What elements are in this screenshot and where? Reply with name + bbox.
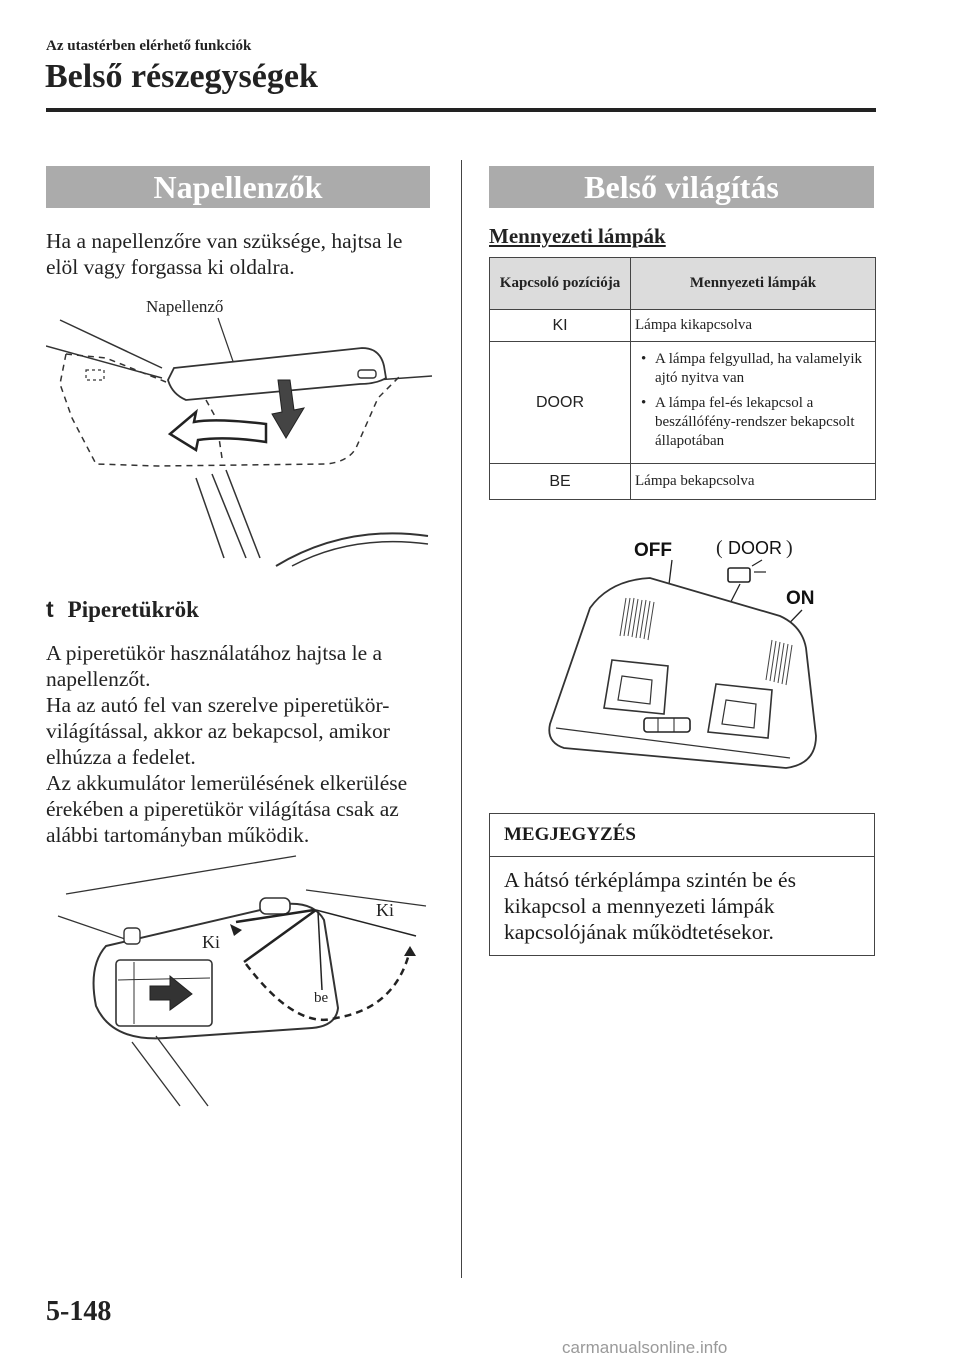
on-label: ON — [786, 588, 815, 609]
lamp-desc-on: Lámpa bekapcsolva — [631, 464, 876, 500]
vanity-para-2: Ha az autó fel van szerelve piperetükör-világítással, akkor az bekapcsol, amikor elhúzza a fedelet. — [46, 693, 390, 769]
vanity-mirror-figure — [46, 850, 436, 1112]
be-label: be — [314, 990, 329, 1006]
ceiling-lamp-table — [489, 257, 876, 500]
svg-text:(: ( — [716, 537, 723, 559]
table-header-switch-position: Kapcsoló pozíciója — [490, 258, 631, 310]
section-marker: t — [46, 596, 54, 622]
vanity-para-3: Az akkumulátor lemerülésének elkerülése érekében a piperetükör világítása csak az alábbi tartományban működik. — [46, 771, 408, 847]
off-label: OFF — [634, 540, 672, 561]
door-description-list — [635, 350, 871, 451]
watermark: carmanualsonline.info — [562, 1338, 728, 1357]
position-door: DOOR — [490, 342, 631, 464]
vanity-mirror-heading — [46, 596, 199, 623]
ki-left-label: Ki — [202, 932, 220, 952]
door-lamp-icon — [728, 568, 750, 582]
note-box — [489, 813, 875, 956]
ceiling-lamps-heading: Mennyezeti lámpák — [489, 224, 666, 248]
table-row — [490, 342, 876, 464]
ki-right-label: Ki — [376, 900, 394, 920]
sun-visor-intro: Ha a napellenzőre van szüksége, hajtsa le elöl vagy forgassa ki oldalra. — [46, 229, 403, 279]
column-divider — [461, 160, 462, 1278]
door-item-2: • A lámpa fel-és lekapcsol a beszállófény-rendszer bekapcsolt állapotában — [635, 394, 871, 451]
section-title-interior-lights: Belső világítás — [489, 166, 874, 208]
position-off: KI — [490, 310, 631, 342]
sun-visor-figure — [46, 288, 436, 568]
lamp-desc-off: Lámpa kikapcsolva — [631, 310, 876, 342]
vanity-mirror-text — [46, 640, 438, 848]
position-on: BE — [490, 464, 631, 500]
note-body: A hátsó térképlámpa szintén be és kikapcsol a mennyezeti lámpák kapcsolójának működtetésekor. — [504, 868, 796, 944]
note-heading: MEGJEGYZÉS — [490, 814, 874, 857]
table-row — [490, 464, 876, 500]
chapter-title: Belső részegységek — [45, 58, 318, 95]
page-number: 5-148 — [46, 1296, 112, 1327]
door-label: DOOR — [728, 538, 782, 558]
sun-visor-label: Napellenző — [146, 297, 224, 316]
table-header-ceiling-lamps: Mennyezeti lámpák — [631, 258, 876, 310]
vanity-para-1: A piperetükör használatához hajtsa le a napellenzőt. — [46, 641, 383, 691]
table-row — [490, 310, 876, 342]
vanity-mirror-title: Piperetükrök — [67, 597, 199, 622]
svg-text:): ) — [786, 537, 793, 559]
overhead-console-figure — [540, 528, 830, 780]
door-item-1: • A lámpa felgyullad, ha valamelyik ajtó nyitva van — [635, 350, 871, 388]
section-title-sun-visors: Napellenzők — [46, 166, 430, 208]
title-rule — [46, 108, 876, 112]
breadcrumb: Az utastérben elérhető funkciók — [46, 38, 252, 54]
